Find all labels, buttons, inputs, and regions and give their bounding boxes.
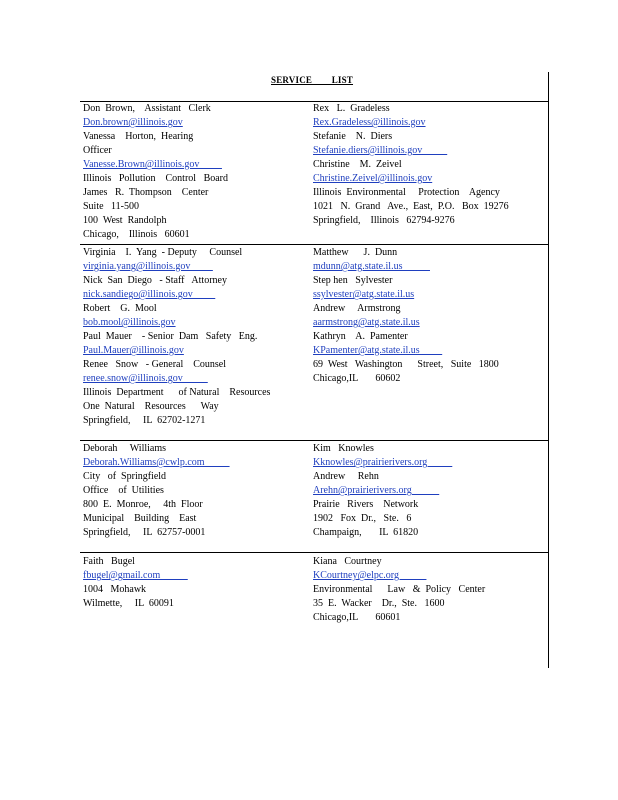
address-line: Vanessa Horton, Hearing <box>83 131 194 142</box>
block-2-left <box>83 246 270 428</box>
email-link[interactable]: KPamenter@atg.state.il.us <box>313 345 443 356</box>
service-line <box>313 470 452 484</box>
service-line <box>313 611 485 625</box>
email-link[interactable]: virginia.yang@illinois.gov <box>83 261 213 272</box>
service-line <box>83 400 270 414</box>
service-line <box>313 358 499 372</box>
service-line <box>83 555 188 569</box>
service-line <box>313 344 499 358</box>
service-line <box>313 583 485 597</box>
service-line <box>83 484 230 498</box>
row-divider <box>80 552 549 553</box>
service-line <box>83 512 230 526</box>
address-line: City of Springfield <box>83 471 167 482</box>
block-3-left <box>83 442 230 540</box>
address-line: Illinois Department of Natural Resources <box>83 387 271 398</box>
email-link[interactable]: bob.mool@illinois.gov <box>83 317 176 328</box>
address-line: Virginia I. Yang - Deputy Counsel <box>83 247 243 258</box>
email-link[interactable]: ssylvester@atg.state.il.us <box>313 289 415 300</box>
right-border <box>548 72 549 668</box>
address-line: 1902 Fox Dr., Ste. 6 <box>313 513 412 524</box>
address-line: One Natural Resources Way <box>83 401 219 412</box>
service-line <box>83 158 228 172</box>
service-line <box>83 260 270 274</box>
address-line: Matthew J. Dunn <box>313 247 398 258</box>
address-line: Wilmette, IL 60091 <box>83 598 174 609</box>
address-line: Kiana Courtney <box>313 556 382 567</box>
service-line <box>83 130 228 144</box>
address-line: Deborah Williams <box>83 443 167 454</box>
address-line: Springfield, Illinois 62794-9276 <box>313 215 455 226</box>
email-link[interactable]: mdunn@atg.state.il.us <box>313 261 430 272</box>
address-line: Rex L. Gradeless <box>313 103 390 114</box>
service-line <box>313 316 499 330</box>
service-line <box>313 186 509 200</box>
service-line <box>83 316 270 330</box>
service-line <box>313 302 499 316</box>
service-line <box>83 102 228 116</box>
service-line <box>83 470 230 484</box>
address-line: Suite 11-500 <box>83 201 140 212</box>
address-line: Illinois Environmental Protection Agency <box>313 187 500 198</box>
service-line <box>83 358 270 372</box>
service-line <box>313 246 499 260</box>
block-4-left <box>83 555 188 611</box>
address-line: Renee Snow - General Counsel <box>83 359 227 370</box>
address-line: Chicago, Illinois 60601 <box>83 229 190 240</box>
address-line: 100 West Randolph <box>83 215 167 226</box>
service-line <box>313 200 509 214</box>
address-line: Christine M. Zeivel <box>313 159 402 170</box>
address-line: Municipal Building East <box>83 513 197 524</box>
address-line: Springfield, IL 62702-1271 <box>83 415 206 426</box>
address-line: Kathryn A. Pamenter <box>313 331 408 342</box>
service-line <box>83 583 188 597</box>
page-title: SERVICE LIST <box>271 75 354 85</box>
email-link[interactable]: Rex.Gradeless@illinois.gov <box>313 117 426 128</box>
service-line <box>83 274 270 288</box>
address-line: Step hen Sylvester <box>313 275 393 286</box>
service-line <box>83 186 228 200</box>
row-divider <box>80 244 549 245</box>
email-link[interactable]: Deborah.Williams@cwlp.com <box>83 457 230 468</box>
address-line: 1004 Mohawk <box>83 584 147 595</box>
address-line: Office of Utilities <box>83 485 164 496</box>
address-line: Faith Bugel <box>83 556 135 567</box>
service-line <box>313 456 452 470</box>
address-line: James R. Thompson Center <box>83 187 209 198</box>
service-line <box>83 414 270 428</box>
service-line <box>313 555 485 569</box>
service-line <box>83 569 188 583</box>
service-line <box>83 214 228 228</box>
service-line <box>313 144 509 158</box>
address-line: Paul Mauer - Senior Dam Safety Eng. <box>83 331 258 342</box>
service-line <box>313 498 452 512</box>
service-line <box>83 456 230 470</box>
address-line: Prairie Rivers Network <box>313 499 419 510</box>
address-line: Don Brown, Assistant Clerk <box>83 103 211 114</box>
address-line: Illinois Pollution Control Board <box>83 173 229 184</box>
address-line: Chicago,IL 60601 <box>313 612 401 623</box>
service-line <box>83 172 228 186</box>
service-line <box>313 442 452 456</box>
address-line: Kim Knowles <box>313 443 374 454</box>
block-1-left <box>83 102 228 242</box>
service-line <box>313 484 452 498</box>
email-link[interactable]: Don.brown@illinois.gov <box>83 117 183 128</box>
address-line: 35 E. Wacker Dr., Ste. 1600 <box>313 598 445 609</box>
service-line <box>313 274 499 288</box>
service-line <box>313 116 509 130</box>
service-line <box>83 442 230 456</box>
address-line: Andrew Rehn <box>313 471 379 482</box>
service-line <box>313 172 509 186</box>
service-line <box>313 569 485 583</box>
address-line: Stefanie N. Diers <box>313 131 393 142</box>
service-line <box>83 526 230 540</box>
service-line <box>313 372 499 386</box>
address-line: 800 E. Monroe, 4th Floor <box>83 499 203 510</box>
address-line: Andrew Armstrong <box>313 303 401 314</box>
email-link[interactable]: Vanesse.Brown@illinois.gov <box>83 159 222 170</box>
address-line: Environmental Law & Policy Center <box>313 584 486 595</box>
service-line <box>313 214 509 228</box>
service-line <box>83 228 228 242</box>
service-line <box>83 246 270 260</box>
email-link[interactable]: nick.sandiego@illinois.gov <box>83 289 216 300</box>
service-line <box>83 386 270 400</box>
address-line: Springfield, IL 62757-0001 <box>83 527 206 538</box>
address-line: 69 West Washington Street, Suite 1800 <box>313 359 499 370</box>
service-line <box>83 344 270 358</box>
service-line <box>313 288 499 302</box>
email-link[interactable]: Paul.Mauer@illinois.gov <box>83 345 184 356</box>
email-link[interactable]: Kknowles@prairierivers.org <box>313 457 453 468</box>
block-1-right <box>313 102 509 228</box>
address-line: Robert G. Mool <box>83 303 157 314</box>
service-line <box>313 158 509 172</box>
address-line: Officer <box>83 145 112 156</box>
email-link[interactable]: fbugel@gmail.com <box>83 570 188 581</box>
block-3-right <box>313 442 452 540</box>
service-line <box>313 102 509 116</box>
address-line: Chicago,IL 60602 <box>313 373 401 384</box>
service-line <box>83 597 188 611</box>
service-line <box>313 260 499 274</box>
block-2-right <box>313 246 499 386</box>
email-link[interactable]: Arehn@prairierivers.org <box>313 485 440 496</box>
service-line <box>313 526 452 540</box>
service-line <box>313 330 499 344</box>
email-link[interactable]: Christine.Zeivel@illinois.gov <box>313 173 433 184</box>
row-divider <box>80 440 549 441</box>
address-line: 1021 N. Grand Ave., East, P.O. Box 19276 <box>313 201 509 212</box>
service-line <box>83 116 228 130</box>
address-line: Champaign, IL 61820 <box>313 527 419 538</box>
service-line <box>83 302 270 316</box>
block-4-right <box>313 555 485 625</box>
service-line <box>313 512 452 526</box>
email-link[interactable]: aarmstrong@atg.state.il.us <box>313 317 420 328</box>
email-link[interactable]: renee.snow@illinois.gov <box>83 373 208 384</box>
service-line <box>83 200 228 214</box>
service-line <box>313 130 509 144</box>
service-line <box>83 498 230 512</box>
service-line <box>83 144 228 158</box>
email-link[interactable]: KCourtney@elpc.org <box>313 570 427 581</box>
address-line: Nick San Diego - Staff Attorney <box>83 275 227 286</box>
service-line <box>83 372 270 386</box>
service-line <box>313 597 485 611</box>
service-line <box>83 288 270 302</box>
email-link[interactable]: Stefanie.diers@illinois.gov <box>313 145 448 156</box>
service-line <box>83 330 270 344</box>
